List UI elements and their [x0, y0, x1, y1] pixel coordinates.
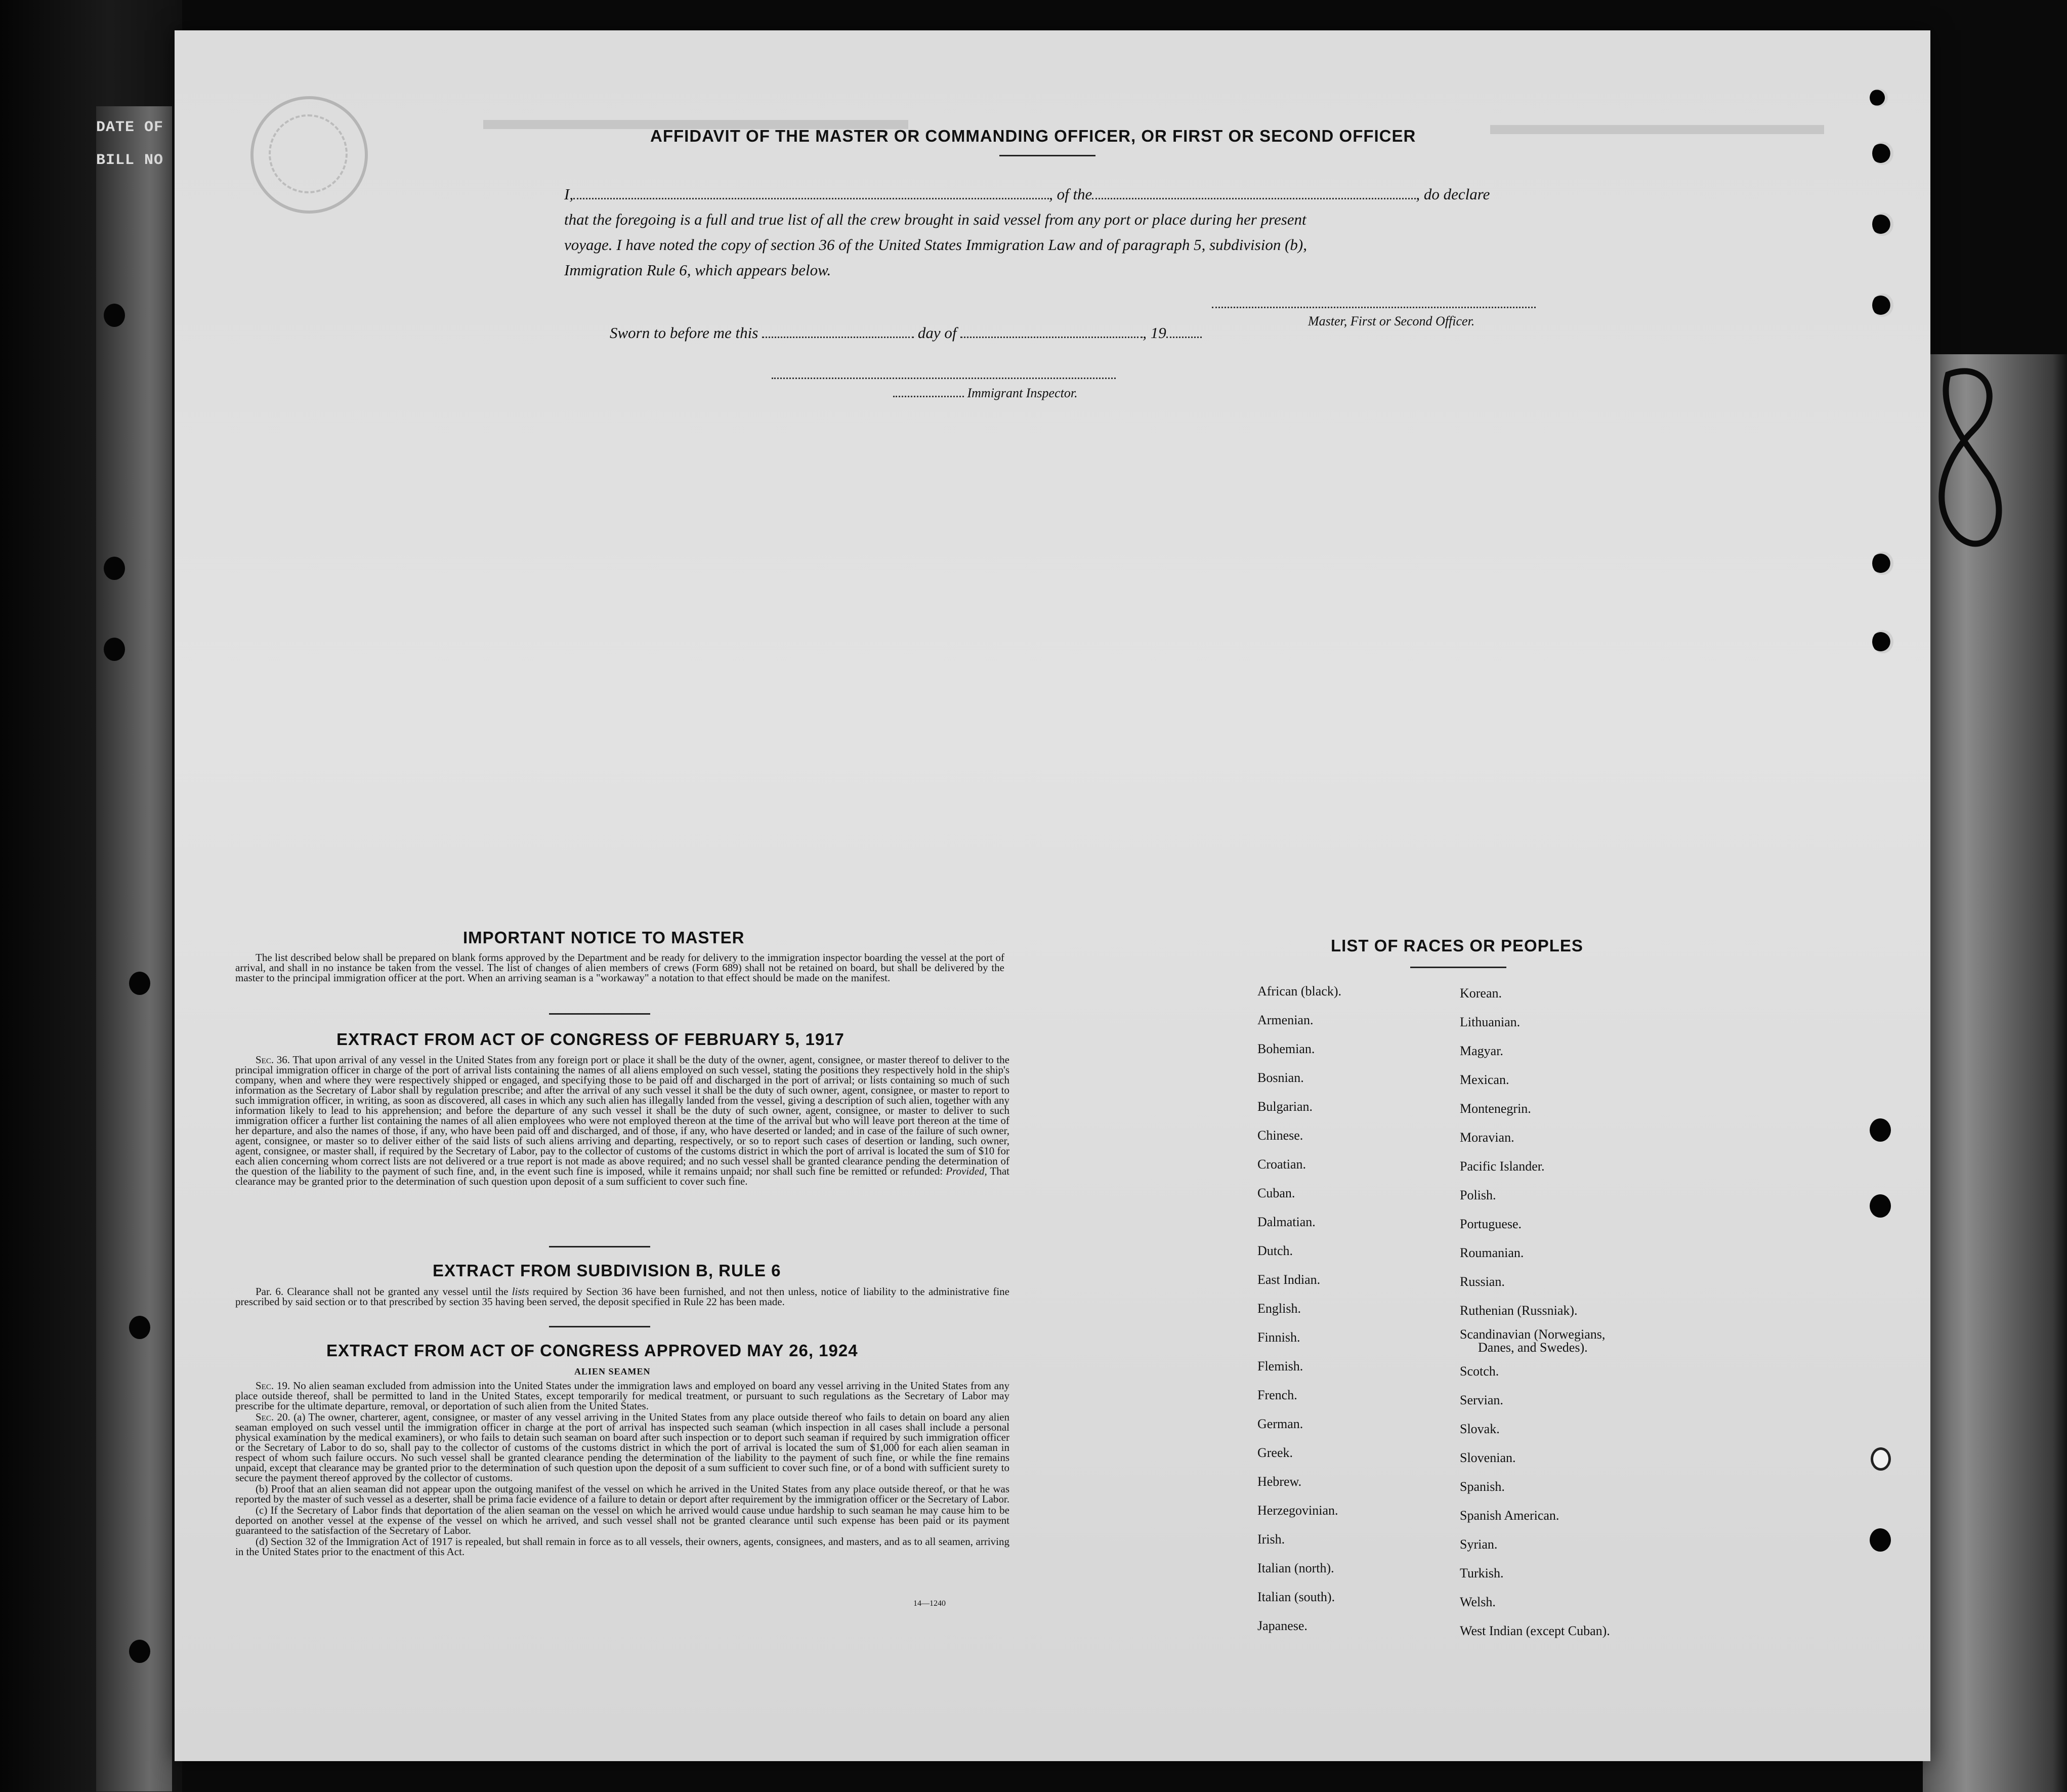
race-item: Magyar. — [1460, 1044, 1503, 1058]
underlying-page-strip — [96, 106, 172, 1791]
race-item: African (black). — [1257, 984, 1342, 998]
race-item: Lithuanian. — [1460, 1015, 1521, 1029]
punch-hole — [1870, 1528, 1891, 1552]
race-item: Korean. — [1460, 986, 1502, 1001]
race-item: Dalmatian. — [1257, 1215, 1316, 1229]
race-item: Portuguese. — [1460, 1217, 1522, 1231]
races-column-1 — [1257, 977, 1341, 1640]
punch-hole — [129, 1316, 150, 1339]
year-field[interactable] — [1166, 334, 1202, 338]
master-signature-label: Master, First or Second Officer. — [1308, 314, 1475, 328]
extract-rule6-text — [235, 1286, 1009, 1308]
sec-19-text: No alien seaman excluded from admission into the United States under the immigration laws and employed on board any vessel arriving in the United States from any place outside thereof, shall be permitted to land in the United States, except temporarily for medical treatment, or pursuant to such regulations as the Secretary of Labor may prescribe for the ultimate departure, removal, or deportation of such alien from the United States. — [235, 1380, 1009, 1412]
affidavit-line-3: voyage. I have noted the copy of section 36 of the United States Immigration Law and of paragraph 5, subdivision (b), — [564, 236, 1307, 254]
notice-paragraph: The list described below shall be prepared on blank forms approved by the Department and be ready for delivery to the immigration inspector boarding the vessel at the port of arrival, and shall in no instance be taken from the vessel. The list of changes of alien members of crews (Form 689) shall not be retained on board, but shall be delivered by the master to the principal immigration officer at the port. When an arriving seaman is a "workaway" a notation to that effect should be made on the manifest. — [235, 951, 1004, 984]
bleed-through-text-2: ▬▬▬▬▬▬▬▬▬▬▬ — [1490, 107, 1824, 141]
punch-hole — [104, 557, 125, 580]
sec-19-label: Sec. 19. — [256, 1380, 290, 1392]
form-number: 14—1240 — [913, 1599, 946, 1608]
inspector-signature-field[interactable] — [772, 374, 1116, 379]
punch-hole — [129, 1640, 150, 1663]
race-item: German. — [1257, 1416, 1303, 1431]
races-title: LIST OF RACES OR PEOPLES — [1331, 936, 1583, 955]
text-sworn: Sworn to before me this — [610, 324, 758, 342]
punch-hole — [1872, 294, 1893, 317]
race-item: Croatian. — [1257, 1157, 1306, 1172]
sec-20d-text: (d) Section 32 of the Immigration Act of 1917 is repealed, but shall remain in force as to all vessels, their owners, agents, consignees, and masters, and as to all seamen, arriving in the United States prior to the enactment of this Act. — [235, 1535, 1009, 1558]
race-item: Polish. — [1460, 1188, 1496, 1202]
punch-hole — [129, 972, 150, 995]
sec-36-text: That upon arrival of any vessel in the United States from any foreign port or place it shall be the duty of the owner, agent, consignee, or master thereof to deliver to the principal immigration officer in charge of the port of arrival lists containing the names of all aliens employed on such vessel, stating the positions they respectively hold in the ship's company, when and where they were respectively shipped or engaged, and specifying those to be paid off and discharged in the port of arrival; or lists containing so much of such information as the Secretary of Labor shall by regulation prescribe; and after the arrival of any such vessel it shall be the duty of such owner, agent, consignee, or master to report to such immigration officer, in writing, as soon as discovered, all cases in which any such alien has illegally landed from the vessel, giving a description of such alien, together with any information likely to lead to his apprehension; and before the departure of any such vessel it shall be the duty of such owner, agent, consignee, or master to deliver to such immigration officer a further list containing the names of all alien employees who were not employed thereon at the time of the arrival but who will leave port thereon at the time of her departure, and also the names of those, if any, who have been paid off and discharged, and of those, if any, who have deserted or landed; and in case of the failure of such owner, agent, consignee, or master so to deliver either of the said lists of such aliens arriving and departing, respectively, or so to report such cases of desertion or landing, such owner, agent, consignee, or master shall, if required by the Secretary of Labor, pay to the collector of customs of the customs district in which the port of arrival is located the sum of $10 for each alien concerning whom correct lists are not delivered or a true report is not made as above required; and no such vessel shall be granted clearance pending the determination of the question of the liability to the payment of such fine, and, in the event such fine is imposed, while it remains unpaid; nor shall such fine be remitted or refunded: — [235, 1054, 1009, 1177]
alien-seamen-subtitle: ALIEN SEAMEN — [574, 1366, 651, 1377]
extract-1924-title: EXTRACT FROM ACT OF CONGRESS APPROVED MAY 26, 1924 — [326, 1341, 858, 1360]
section-rule — [549, 1326, 650, 1327]
sec-20a-text: (a) The owner, charterer, agent, consignee, or master of any vessel arriving in the United States from any place outside thereof who fails to detain on board any alien seaman employed on such vessel until the immigration officer in charge at the port of arrival has inspected such seaman (which inspection in all cases shall include a personal physical examination by the medical examiners), or who fails to detain such seaman on board after such inspection or to deport such seaman if required by such immigration officer or the Secretary of Labor to do so, shall pay to the collector of customs of the customs district in which the port of arrival is located the sum of $1,000 for each alien seaman in respect of whom such failure occurs. No such vessel shall be granted clearance pending the determination of the liability to the payment of such fine, or while the fine remains unpaid, except that clearance may be granted prior to the determination of such question upon the deposit of a sum sufficient to cover such fine, or of a bond with sufficient surety to secure the payment thereof approved by the collector of customs. — [235, 1411, 1010, 1484]
handwritten-mark — [1918, 354, 2019, 567]
punch-hole — [1872, 630, 1893, 653]
race-item: Scotch. — [1460, 1364, 1499, 1379]
affidavit-title: AFFIDAVIT OF THE MASTER OR COMMANDING OFFICER, OR FIRST OR SECOND OFFICER — [650, 127, 1416, 145]
race-item: Herzegovinian. — [1257, 1503, 1338, 1518]
section-rule — [549, 1246, 650, 1247]
sec-36-label: Sec. 36. — [256, 1054, 290, 1066]
race-item: Armenian. — [1257, 1013, 1314, 1027]
name-field[interactable] — [573, 195, 1049, 199]
race-item-scandinavian — [1460, 1325, 1610, 1357]
bleed-through-text: ▬▬▬▬▬▬▬▬▬▬▬▬▬▬ — [483, 102, 908, 136]
vessel-field[interactable] — [1092, 195, 1416, 199]
race-item: Russian. — [1460, 1274, 1505, 1289]
race-item: Slovenian. — [1460, 1450, 1516, 1465]
race-item: Cuban. — [1257, 1186, 1295, 1200]
race-item: Bohemian. — [1257, 1041, 1315, 1056]
race-item: Slovak. — [1460, 1422, 1500, 1436]
inspector-signature-label — [893, 386, 1078, 401]
punch-hole — [1871, 1447, 1891, 1471]
lists-word: lists — [512, 1285, 529, 1298]
race-item: East Indian. — [1257, 1272, 1321, 1287]
extract-1924-text — [235, 1381, 1009, 1558]
inspector-label-text: Immigrant Inspector. — [967, 386, 1078, 400]
race-item: Greek. — [1257, 1445, 1293, 1460]
affidavit-line-1 — [564, 185, 1490, 203]
race-item: Dutch. — [1257, 1243, 1293, 1258]
notice-title: IMPORTANT NOTICE TO MASTER — [463, 928, 745, 947]
race-item: English. — [1257, 1301, 1301, 1316]
sec-20-label: Sec. 20. — [256, 1411, 290, 1423]
race-item: Spanish. — [1460, 1479, 1505, 1494]
punch-hole — [1872, 552, 1893, 575]
sec-20c-text: (c) If the Secretary of Labor finds that deportation of the alien seaman on the vessel on which he arrived would cause undue hardship to such seaman he may cause him to be deported on another vessel at the expense of the vessel on which he arrived, and such vessel shall not be granted clearance until such expense has been paid or its payment guaranteed to the satisfaction of the Secretary of Labor. — [235, 1504, 1009, 1536]
rule6-text-a: Par. 6. Clearance shall not be granted any vessel until the — [256, 1285, 509, 1298]
race-item: Moravian. — [1460, 1130, 1514, 1145]
rule6-text-b: required by Section 36 have been furnished, and not then unless, notice of liability to the administrative fine prescribed by said section or to that prescribed by section 35 having been served, the deposit specified in Rule 22 has been made. — [235, 1285, 1010, 1308]
race-item: Ruthenian (Russniak). — [1460, 1303, 1578, 1318]
race-item: Roumanian. — [1460, 1245, 1524, 1260]
race-item: Spanish American. — [1460, 1508, 1559, 1523]
text-i: I, — [564, 185, 574, 203]
race-item: Pacific Islander. — [1460, 1159, 1545, 1174]
race-item: Welsh. — [1460, 1595, 1496, 1609]
extract-rule6-title: EXTRACT FROM SUBDIVISION B, RULE 6 — [433, 1261, 781, 1280]
race-item: Finnish. — [1257, 1330, 1300, 1345]
master-signature-field[interactable] — [1212, 304, 1536, 308]
punch-hole — [104, 304, 125, 327]
provided-word: Provided, — [946, 1165, 987, 1177]
sec-36-text-end: That clearance may be granted prior to the determination of such question upon deposit of a sum sufficient to cover such fine. — [235, 1165, 1010, 1187]
scandinavian-line-2: Danes, and Swedes). — [1478, 1340, 1588, 1355]
sworn-line — [610, 324, 1202, 342]
day-field[interactable] — [762, 334, 914, 338]
affidavit-line-2: that the foregoing is a full and true list of all the crew brought in said vessel from any port or place during her present — [564, 211, 1306, 228]
underlying-page-right-edge — [1923, 354, 2067, 1792]
races-rule — [1410, 967, 1506, 968]
race-item: Hebrew. — [1257, 1474, 1302, 1489]
strip-label-bill: BILL NO — [96, 152, 164, 169]
race-item: Bosnian. — [1257, 1070, 1304, 1085]
text-year: , 19 — [1143, 324, 1166, 342]
section-rule — [549, 1013, 650, 1015]
race-item: Turkish. — [1460, 1566, 1504, 1580]
sec-20b-text: (b) Proof that an alien seaman did not appear upon the outgoing manifest of the vessel on which he arrived in the United States from any place outside thereof, or that he was reported by the master of such vessel as a deserter, shall be prima facie evidence of a failure to detain or deport after requirement by the immigration officer or the Secretary of Labor. — [235, 1483, 1009, 1505]
race-item: Japanese. — [1257, 1618, 1307, 1633]
notice-text — [235, 952, 1004, 984]
race-item: Bulgarian. — [1257, 1099, 1313, 1114]
race-item: Italian (south). — [1257, 1590, 1335, 1604]
punch-hole — [1870, 1118, 1891, 1142]
punch-hole — [1872, 213, 1893, 236]
title-rule — [999, 155, 1095, 156]
punch-hole — [1870, 1194, 1891, 1218]
race-item: Italian (north). — [1257, 1561, 1334, 1575]
race-item: Irish. — [1257, 1532, 1285, 1547]
race-item: Syrian. — [1460, 1537, 1498, 1552]
faded-stamp — [250, 96, 368, 214]
extract-1917-title: EXTRACT FROM ACT OF CONGRESS OF FEBRUARY 5, 1917 — [336, 1030, 845, 1049]
race-item: French. — [1257, 1388, 1297, 1402]
document-page — [175, 30, 1930, 1761]
race-item: West Indian (except Cuban). — [1460, 1623, 1610, 1638]
text-do-declare: , do declare — [1416, 185, 1490, 203]
strip-label-date: DATE OF — [96, 119, 164, 136]
month-field[interactable] — [960, 334, 1143, 338]
extract-1917-text — [235, 1055, 1009, 1187]
scandinavian-line-1: Scandinavian (Norwegians, — [1460, 1327, 1606, 1342]
punch-hole — [104, 638, 125, 661]
races-column-2 — [1460, 979, 1610, 1645]
affidavit-line-4: Immigration Rule 6, which appears below. — [564, 261, 831, 279]
race-item: Montenegrin. — [1460, 1101, 1531, 1116]
text-of-the: , of the — [1049, 185, 1092, 203]
punch-hole — [1872, 142, 1893, 165]
race-item: Servian. — [1460, 1393, 1503, 1407]
race-item: Flemish. — [1257, 1359, 1303, 1373]
race-item: Mexican. — [1460, 1072, 1509, 1087]
race-item: Chinese. — [1257, 1128, 1303, 1143]
text-day-of: day of — [917, 324, 957, 342]
punch-hole — [1870, 89, 1888, 107]
inspector-dots — [893, 393, 964, 397]
